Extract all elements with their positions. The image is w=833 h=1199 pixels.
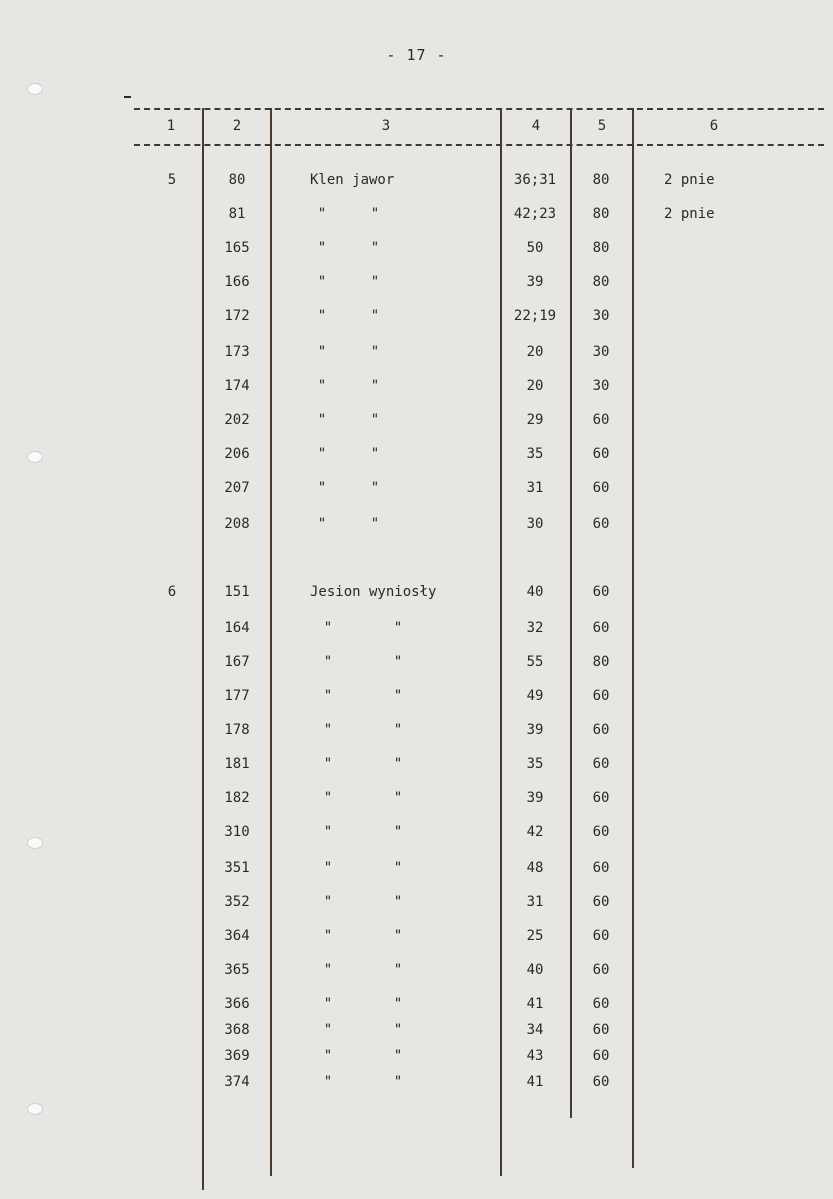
ditto-mark: " xyxy=(317,412,327,428)
diameter-cell: 25 xyxy=(526,928,544,944)
column-header-5: 5 xyxy=(597,118,607,134)
table-row xyxy=(0,928,833,952)
table-row xyxy=(0,480,833,504)
diameter-cell: 50 xyxy=(526,240,544,256)
height-cell: 60 xyxy=(592,516,610,532)
ditto-mark: " xyxy=(393,790,403,806)
diameter-cell: 30 xyxy=(526,516,544,532)
header-bottom-rule xyxy=(134,144,824,146)
punch-hole xyxy=(28,84,42,94)
species-cell: Klen jawor xyxy=(310,172,395,188)
tree-number-cell: 368 xyxy=(224,1022,250,1038)
tree-number-cell: 81 xyxy=(228,206,246,222)
tree-number-cell: 364 xyxy=(224,928,250,944)
tree-number-cell: 369 xyxy=(224,1048,250,1064)
tree-number-cell: 351 xyxy=(224,860,250,876)
tree-number-cell: 202 xyxy=(224,412,250,428)
ditto-mark: " xyxy=(393,1074,403,1090)
table-row xyxy=(0,996,833,1020)
species-cell: Jesion wyniosły xyxy=(310,584,437,600)
height-cell: 60 xyxy=(592,1074,610,1090)
height-cell: 60 xyxy=(592,962,610,978)
tree-number-cell: 206 xyxy=(224,446,250,462)
diameter-cell: 39 xyxy=(526,790,544,806)
height-cell: 80 xyxy=(592,172,610,188)
height-cell: 30 xyxy=(592,308,610,324)
table-row xyxy=(0,620,833,644)
ditto-mark: " xyxy=(393,688,403,704)
tree-number-cell: 366 xyxy=(224,996,250,1012)
ditto-mark: " xyxy=(323,1048,333,1064)
table-row xyxy=(0,584,833,608)
diameter-cell: 22;19 xyxy=(513,308,557,324)
ditto-mark: " xyxy=(393,1022,403,1038)
table-row xyxy=(0,654,833,678)
table-row xyxy=(0,240,833,264)
ditto-mark: " xyxy=(370,274,380,290)
diameter-cell: 20 xyxy=(526,378,544,394)
table-row xyxy=(0,722,833,746)
height-cell: 60 xyxy=(592,756,610,772)
ditto-mark: " xyxy=(323,722,333,738)
table-top-rule xyxy=(134,108,824,110)
diameter-cell: 43 xyxy=(526,1048,544,1064)
tree-number-cell: 172 xyxy=(224,308,250,324)
table-row xyxy=(0,1022,833,1046)
group-number-cell: 6 xyxy=(167,584,177,600)
ditto-mark: " xyxy=(323,654,333,670)
table-row xyxy=(0,378,833,402)
ditto-mark: " xyxy=(393,894,403,910)
table-row xyxy=(0,274,833,298)
tree-number-cell: 208 xyxy=(224,516,250,532)
ditto-mark: " xyxy=(393,756,403,772)
height-cell: 60 xyxy=(592,1048,610,1064)
margin-dash xyxy=(124,96,131,98)
ditto-mark: " xyxy=(317,240,327,256)
ditto-mark: " xyxy=(323,996,333,1012)
tree-number-cell: 177 xyxy=(224,688,250,704)
diameter-cell: 35 xyxy=(526,446,544,462)
tree-number-cell: 166 xyxy=(224,274,250,290)
ditto-mark: " xyxy=(317,378,327,394)
tree-number-cell: 181 xyxy=(224,756,250,772)
column-header-6: 6 xyxy=(709,118,719,134)
note-cell: 2 pnie xyxy=(664,172,715,188)
table-row xyxy=(0,172,833,196)
height-cell: 60 xyxy=(592,620,610,636)
height-cell: 60 xyxy=(592,688,610,704)
punch-hole xyxy=(28,1104,42,1114)
height-cell: 30 xyxy=(592,344,610,360)
table-row xyxy=(0,308,833,332)
ditto-mark: " xyxy=(323,962,333,978)
note-cell: 2 pnie xyxy=(664,206,715,222)
height-cell: 60 xyxy=(592,480,610,496)
ditto-mark: " xyxy=(370,206,380,222)
ditto-mark: " xyxy=(370,344,380,360)
tree-number-cell: 167 xyxy=(224,654,250,670)
diameter-cell: 55 xyxy=(526,654,544,670)
tree-number-cell: 165 xyxy=(224,240,250,256)
tree-number-cell: 174 xyxy=(224,378,250,394)
ditto-mark: " xyxy=(317,344,327,360)
table-row xyxy=(0,206,833,230)
tree-number-cell: 178 xyxy=(224,722,250,738)
height-cell: 60 xyxy=(592,1022,610,1038)
table-row xyxy=(0,446,833,470)
ditto-mark: " xyxy=(370,240,380,256)
diameter-cell: 20 xyxy=(526,344,544,360)
ditto-mark: " xyxy=(393,928,403,944)
diameter-cell: 41 xyxy=(526,996,544,1012)
diameter-cell: 49 xyxy=(526,688,544,704)
tree-number-cell: 182 xyxy=(224,790,250,806)
ditto-mark: " xyxy=(370,516,380,532)
diameter-cell: 40 xyxy=(526,962,544,978)
diameter-cell: 41 xyxy=(526,1074,544,1090)
column-header-2: 2 xyxy=(232,118,242,134)
height-cell: 60 xyxy=(592,996,610,1012)
group-number-cell: 5 xyxy=(167,172,177,188)
height-cell: 60 xyxy=(592,824,610,840)
ditto-mark: " xyxy=(370,446,380,462)
ditto-mark: " xyxy=(323,1074,333,1090)
tree-number-cell: 164 xyxy=(224,620,250,636)
table-row xyxy=(0,824,833,848)
diameter-cell: 29 xyxy=(526,412,544,428)
height-cell: 60 xyxy=(592,790,610,806)
table-row xyxy=(0,860,833,884)
ditto-mark: " xyxy=(317,274,327,290)
ditto-mark: " xyxy=(323,860,333,876)
ditto-mark: " xyxy=(317,516,327,532)
table-row xyxy=(0,790,833,814)
diameter-cell: 42 xyxy=(526,824,544,840)
ditto-mark: " xyxy=(393,620,403,636)
table-row xyxy=(0,962,833,986)
ditto-mark: " xyxy=(323,928,333,944)
height-cell: 60 xyxy=(592,722,610,738)
table-row xyxy=(0,1074,833,1098)
diameter-cell: 32 xyxy=(526,620,544,636)
ditto-mark: " xyxy=(317,308,327,324)
ditto-mark: " xyxy=(393,654,403,670)
table-row xyxy=(0,1048,833,1072)
ditto-mark: " xyxy=(393,996,403,1012)
height-cell: 60 xyxy=(592,860,610,876)
diameter-cell: 36;31 xyxy=(513,172,557,188)
ditto-mark: " xyxy=(323,620,333,636)
ditto-mark: " xyxy=(317,446,327,462)
diameter-cell: 31 xyxy=(526,894,544,910)
diameter-cell: 42;23 xyxy=(513,206,557,222)
ditto-mark: " xyxy=(323,824,333,840)
ditto-mark: " xyxy=(393,962,403,978)
tree-number-cell: 374 xyxy=(224,1074,250,1090)
ditto-mark: " xyxy=(370,378,380,394)
height-cell: 80 xyxy=(592,654,610,670)
diameter-cell: 48 xyxy=(526,860,544,876)
tree-number-cell: 352 xyxy=(224,894,250,910)
table-row xyxy=(0,344,833,368)
table-row xyxy=(0,516,833,540)
ditto-mark: " xyxy=(323,894,333,910)
diameter-cell: 31 xyxy=(526,480,544,496)
height-cell: 60 xyxy=(592,412,610,428)
tree-number-cell: 310 xyxy=(224,824,250,840)
height-cell: 60 xyxy=(592,894,610,910)
table-row xyxy=(0,756,833,780)
ditto-mark: " xyxy=(393,860,403,876)
diameter-cell: 35 xyxy=(526,756,544,772)
ditto-mark: " xyxy=(323,790,333,806)
height-cell: 60 xyxy=(592,584,610,600)
height-cell: 80 xyxy=(592,206,610,222)
diameter-cell: 39 xyxy=(526,722,544,738)
ditto-mark: " xyxy=(370,480,380,496)
page-number: - 17 - xyxy=(386,46,447,64)
diameter-cell: 39 xyxy=(526,274,544,290)
ditto-mark: " xyxy=(323,1022,333,1038)
ditto-mark: " xyxy=(323,688,333,704)
ditto-mark: " xyxy=(393,824,403,840)
tree-number-cell: 207 xyxy=(224,480,250,496)
diameter-cell: 40 xyxy=(526,584,544,600)
ditto-mark: " xyxy=(393,722,403,738)
tree-number-cell: 173 xyxy=(224,344,250,360)
ditto-mark: " xyxy=(317,480,327,496)
ditto-mark: " xyxy=(370,412,380,428)
tree-number-cell: 151 xyxy=(224,584,250,600)
ditto-mark: " xyxy=(393,1048,403,1064)
height-cell: 30 xyxy=(592,378,610,394)
height-cell: 60 xyxy=(592,928,610,944)
ditto-mark: " xyxy=(317,206,327,222)
table-row xyxy=(0,688,833,712)
column-header-1: 1 xyxy=(166,118,176,134)
table-row xyxy=(0,412,833,436)
table-row xyxy=(0,894,833,918)
height-cell: 80 xyxy=(592,240,610,256)
height-cell: 80 xyxy=(592,274,610,290)
ditto-mark: " xyxy=(323,756,333,772)
tree-number-cell: 365 xyxy=(224,962,250,978)
tree-number-cell: 80 xyxy=(228,172,246,188)
column-header-4: 4 xyxy=(531,118,541,134)
ditto-mark: " xyxy=(370,308,380,324)
diameter-cell: 34 xyxy=(526,1022,544,1038)
column-header-3: 3 xyxy=(381,118,391,134)
height-cell: 60 xyxy=(592,446,610,462)
